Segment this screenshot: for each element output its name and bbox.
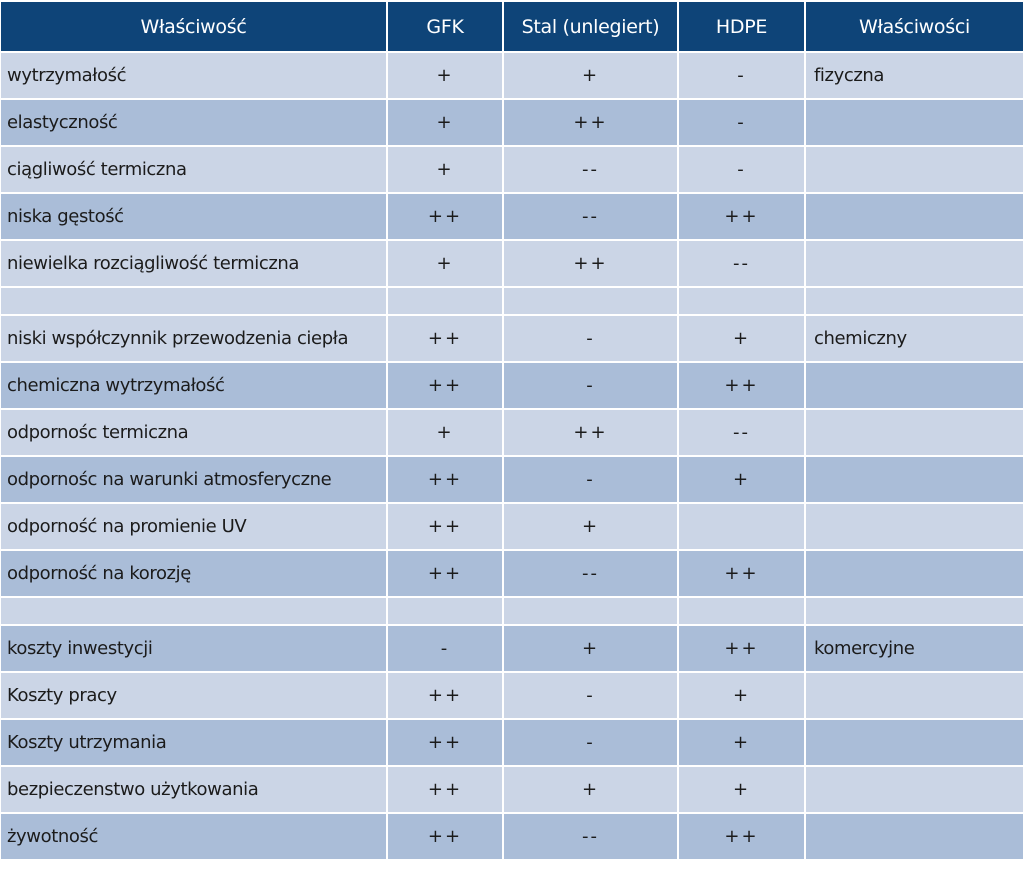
gfk-rating: +	[388, 53, 502, 98]
category-label	[806, 410, 1023, 455]
property-name: niski współczynnik przewodzenia ciepła	[1, 316, 386, 361]
property-name: odporność na korozję	[1, 551, 386, 596]
divider-cell	[504, 288, 677, 314]
hdpe-rating: ++	[679, 194, 804, 239]
property-name: Koszty utrzymania	[1, 720, 386, 765]
hdpe-rating: -	[679, 147, 804, 192]
gfk-rating: ++	[388, 814, 502, 859]
table-row	[1, 316, 1023, 361]
table-row	[1, 457, 1023, 502]
hdpe-rating: -	[679, 53, 804, 98]
category-label	[806, 814, 1023, 859]
gfk-rating: ++	[388, 363, 502, 408]
stal-rating: --	[504, 814, 677, 859]
category-label: komercyjne	[806, 626, 1023, 671]
stal-rating: -	[504, 457, 677, 502]
hdpe-rating: ++	[679, 626, 804, 671]
table-row	[1, 53, 1023, 98]
property-name: elastyczność	[1, 100, 386, 145]
category-label	[806, 720, 1023, 765]
stal-rating: +	[504, 504, 677, 549]
gfk-rating: ++	[388, 316, 502, 361]
category-label: chemiczny	[806, 316, 1023, 361]
hdpe-rating: ++	[679, 814, 804, 859]
hdpe-rating: +	[679, 767, 804, 812]
property-name: odpornośc na warunki atmosferyczne	[1, 457, 386, 502]
stal-rating: --	[504, 551, 677, 596]
gfk-rating: ++	[388, 720, 502, 765]
hdpe-rating: +	[679, 673, 804, 718]
header-property: Właściwość	[1, 2, 386, 51]
section-divider-row	[1, 598, 1023, 624]
header-gfk: GFK	[388, 2, 502, 51]
gfk-rating: ++	[388, 457, 502, 502]
divider-cell	[1, 288, 386, 314]
hdpe-rating: ++	[679, 551, 804, 596]
table-row	[1, 410, 1023, 455]
divider-cell	[806, 598, 1023, 624]
hdpe-rating: -	[679, 100, 804, 145]
table-row	[1, 673, 1023, 718]
table-row	[1, 363, 1023, 408]
header-row	[1, 2, 1023, 51]
category-label	[806, 194, 1023, 239]
gfk-rating: +	[388, 100, 502, 145]
hdpe-rating: +	[679, 457, 804, 502]
table-body	[1, 53, 1023, 859]
table-row	[1, 100, 1023, 145]
table-row	[1, 814, 1023, 859]
section-divider-row	[1, 288, 1023, 314]
hdpe-rating: +	[679, 316, 804, 361]
header-stal: Stal (unlegiert)	[504, 2, 677, 51]
property-name: Koszty pracy	[1, 673, 386, 718]
table-row	[1, 504, 1023, 549]
category-label	[806, 241, 1023, 286]
table-header	[1, 2, 1023, 51]
stal-rating: ++	[504, 241, 677, 286]
hdpe-rating: +	[679, 720, 804, 765]
divider-cell	[388, 288, 502, 314]
stal-rating: --	[504, 147, 677, 192]
gfk-rating: ++	[388, 767, 502, 812]
hdpe-rating	[679, 504, 804, 549]
property-name: koszty inwestycji	[1, 626, 386, 671]
category-label	[806, 551, 1023, 596]
property-name: odporność na promienie UV	[1, 504, 386, 549]
stal-rating: -	[504, 363, 677, 408]
property-name: niewielka rozciągliwość termiczna	[1, 241, 386, 286]
table-row	[1, 194, 1023, 239]
category-label	[806, 673, 1023, 718]
header-hdpe: HDPE	[679, 2, 804, 51]
gfk-rating: ++	[388, 504, 502, 549]
stal-rating: -	[504, 316, 677, 361]
gfk-rating: ++	[388, 673, 502, 718]
hdpe-rating: ++	[679, 363, 804, 408]
property-name: wytrzymałość	[1, 53, 386, 98]
category-label	[806, 100, 1023, 145]
table-row	[1, 626, 1023, 671]
divider-cell	[679, 598, 804, 624]
stal-rating: +	[504, 767, 677, 812]
gfk-rating: +	[388, 410, 502, 455]
gfk-rating: +	[388, 241, 502, 286]
category-label	[806, 147, 1023, 192]
stal-rating: +	[504, 53, 677, 98]
divider-cell	[806, 288, 1023, 314]
gfk-rating: ++	[388, 551, 502, 596]
table-row	[1, 767, 1023, 812]
hdpe-rating: --	[679, 241, 804, 286]
hdpe-rating: --	[679, 410, 804, 455]
divider-cell	[388, 598, 502, 624]
divider-cell	[1, 598, 386, 624]
property-name: chemiczna wytrzymałość	[1, 363, 386, 408]
gfk-rating: ++	[388, 194, 502, 239]
category-label	[806, 457, 1023, 502]
stal-rating: ++	[504, 410, 677, 455]
stal-rating: --	[504, 194, 677, 239]
divider-cell	[679, 288, 804, 314]
table-row	[1, 241, 1023, 286]
category-label: fizyczna	[806, 53, 1023, 98]
stal-rating: -	[504, 673, 677, 718]
header-category: Właściwości	[806, 2, 1023, 51]
table-row	[1, 720, 1023, 765]
property-name: bezpieczenstwo użytkowania	[1, 767, 386, 812]
property-name: niska gęstość	[1, 194, 386, 239]
property-name: odpornośc termiczna	[1, 410, 386, 455]
property-name: ciągliwość termiczna	[1, 147, 386, 192]
divider-cell	[504, 598, 677, 624]
category-label	[806, 504, 1023, 549]
category-label	[806, 767, 1023, 812]
stal-rating: +	[504, 626, 677, 671]
gfk-rating: -	[388, 626, 502, 671]
table-row	[1, 147, 1023, 192]
gfk-rating: +	[388, 147, 502, 192]
stal-rating: -	[504, 720, 677, 765]
table-row	[1, 551, 1023, 596]
category-label	[806, 363, 1023, 408]
property-name: żywotność	[1, 814, 386, 859]
stal-rating: ++	[504, 100, 677, 145]
